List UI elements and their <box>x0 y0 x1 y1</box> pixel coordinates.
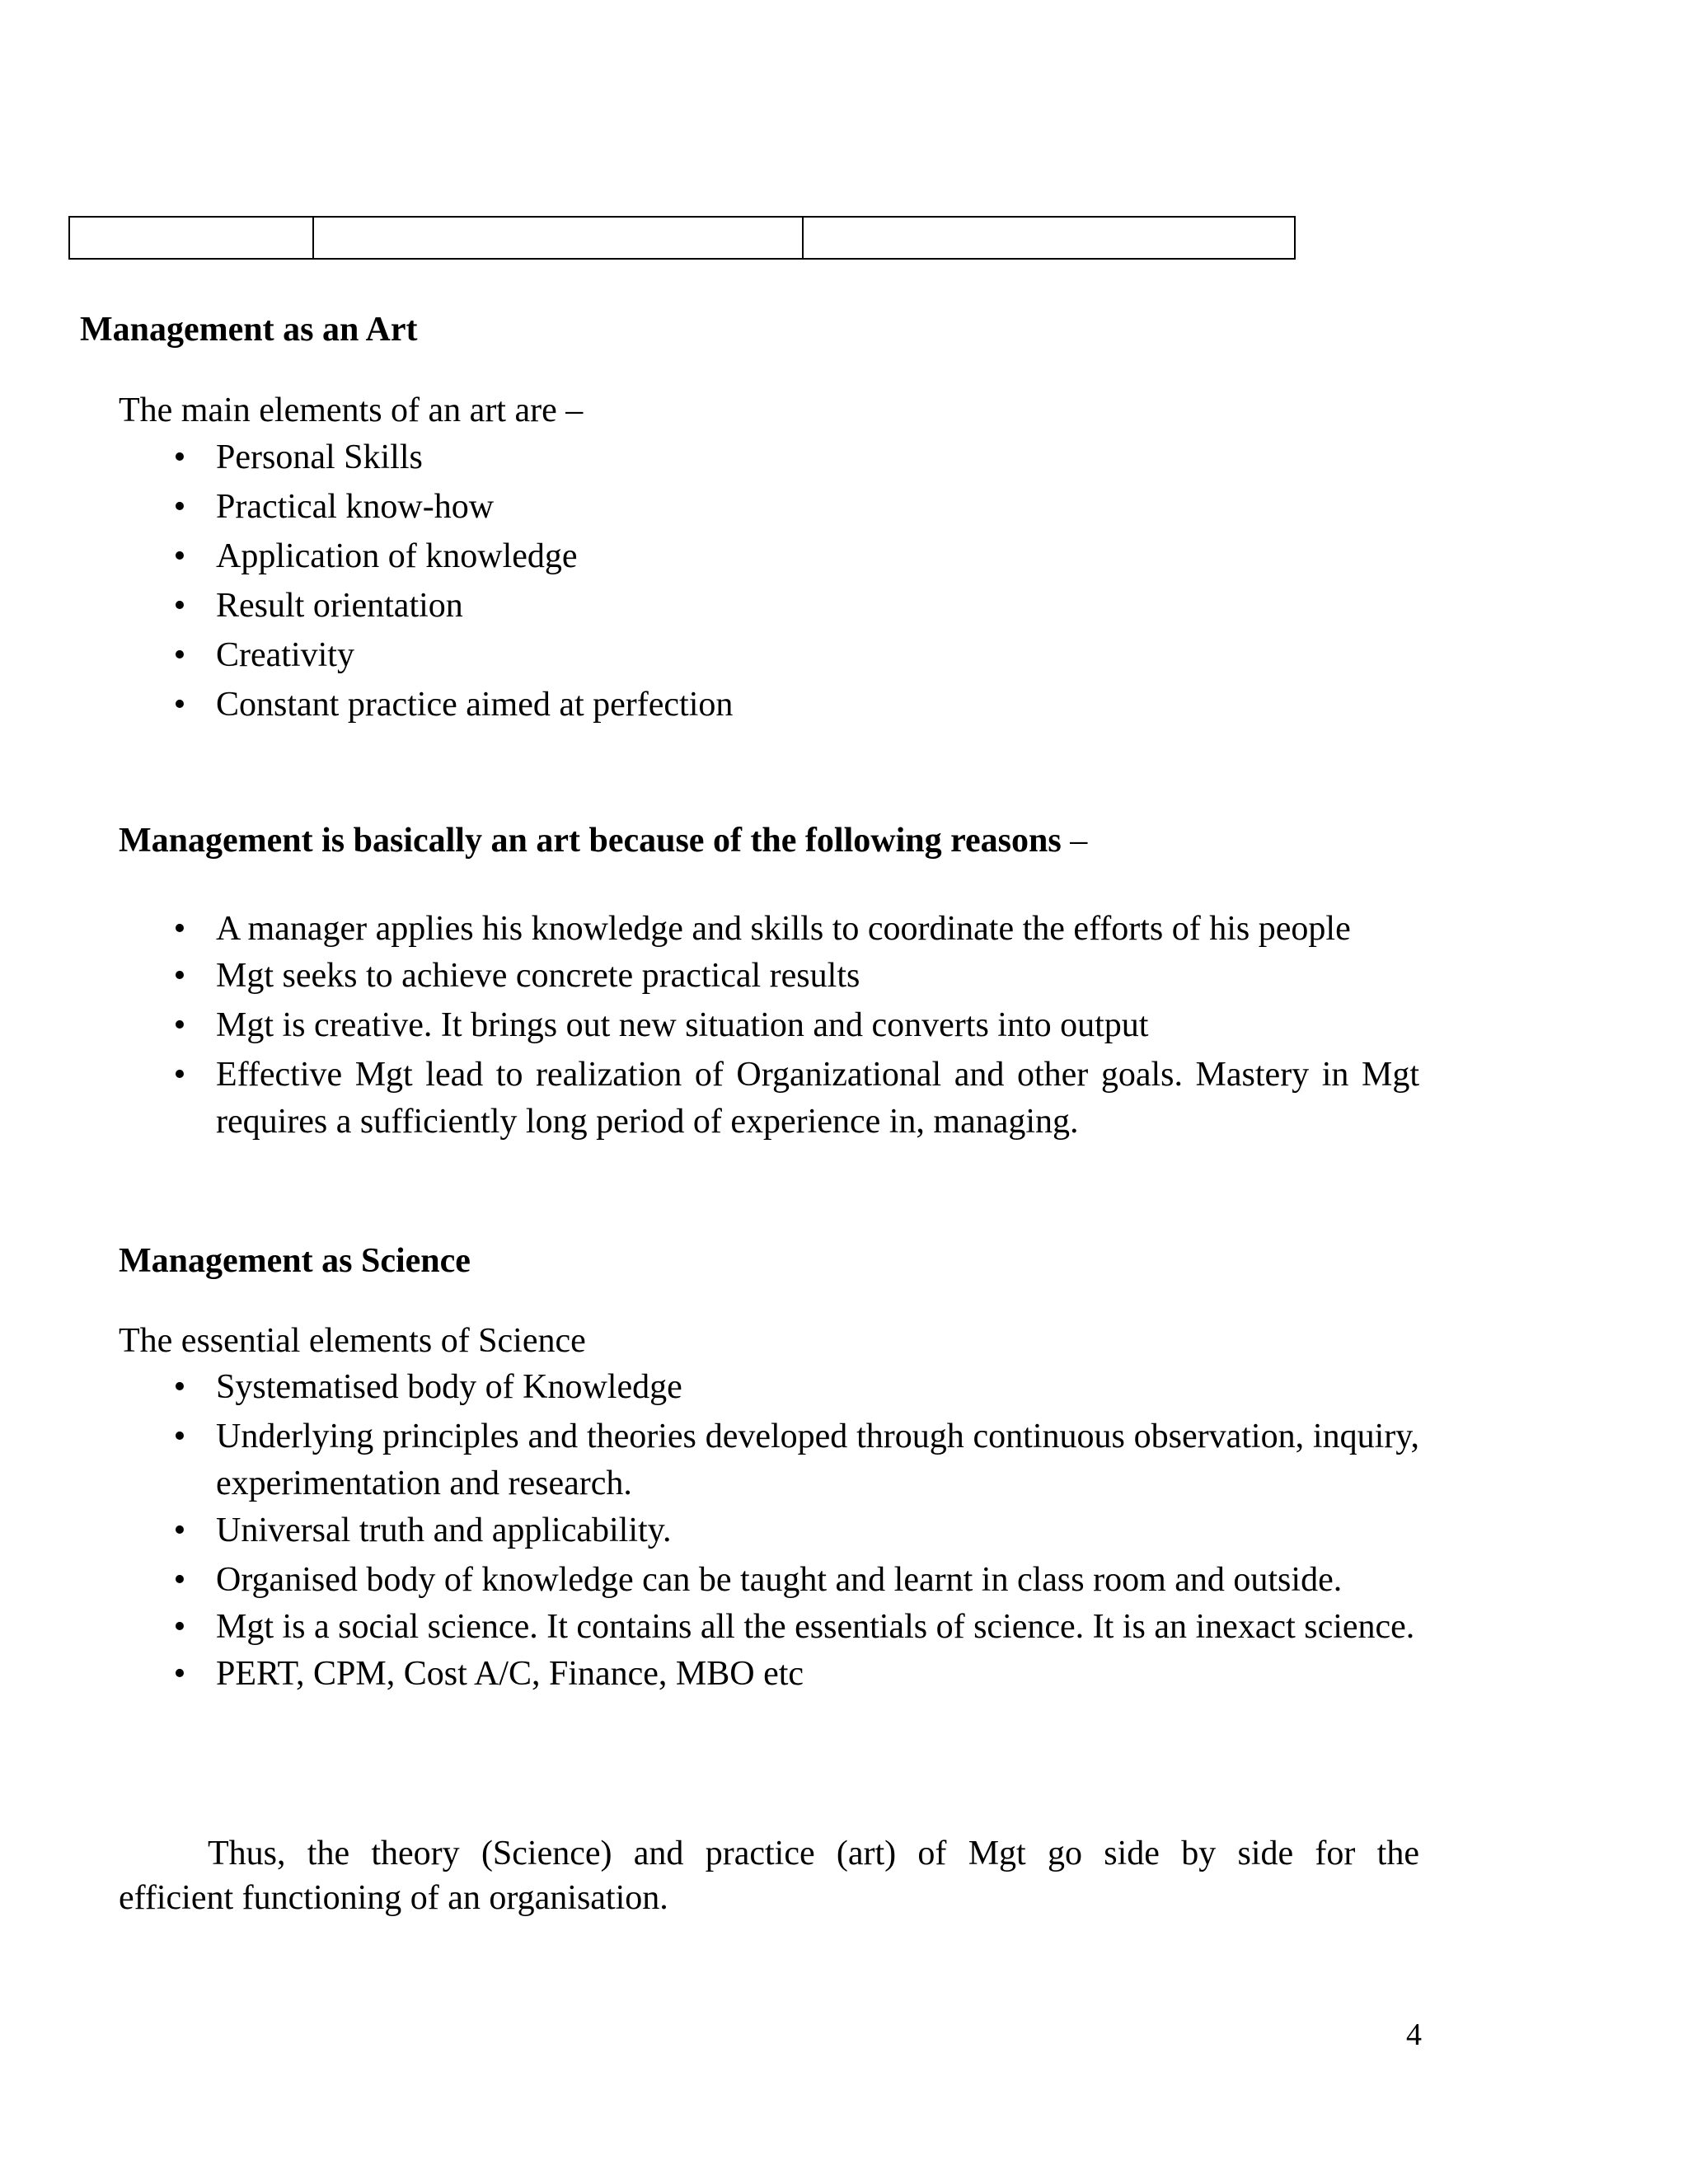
bullet-icon: • <box>173 488 186 526</box>
bullet-icon: • <box>173 636 186 674</box>
conclusion-line-1: Thus, the theory (Science) and practice (art) of Mgt go side by side for the <box>208 1835 1419 1872</box>
list-item-text: A manager applies his knowledge and skills to coordinate the efforts of his people <box>216 910 1351 948</box>
list-item <box>0 434 1419 481</box>
table-row <box>69 217 1295 259</box>
table-cell <box>803 217 1295 259</box>
table-cell <box>69 217 313 259</box>
bullet-icon: • <box>173 1056 186 1094</box>
list-item-text: Creativity <box>216 636 354 674</box>
list-item-text: PERT, CPM, Cost A/C, Finance, MBO etc <box>216 1655 804 1693</box>
bullet-icon: • <box>173 1368 186 1406</box>
list-item <box>0 1413 1419 1507</box>
bullet-icon: • <box>173 1561 186 1599</box>
list-item <box>0 1507 1419 1554</box>
bullet-icon: • <box>173 957 186 995</box>
bullet-icon: • <box>173 1006 186 1044</box>
bullet-icon: • <box>173 910 186 948</box>
bullet-icon: • <box>173 1655 186 1693</box>
list-item <box>0 1052 1419 1146</box>
bullet-icon: • <box>173 1608 186 1646</box>
reasons-heading-bold: Management is basically an art because of the following reasons <box>119 822 1062 860</box>
art-heading: Management as an Art <box>80 311 418 349</box>
bullet-icon: • <box>173 686 186 724</box>
bullet-icon: • <box>173 438 186 476</box>
list-item <box>0 1002 1419 1049</box>
list-item <box>0 583 1419 630</box>
list-item <box>0 1557 1419 1604</box>
reasons-heading-dash: – <box>1061 822 1088 860</box>
list-item <box>0 1364 1419 1411</box>
list-item <box>0 682 1419 729</box>
list-item <box>0 953 1419 1000</box>
table-cell <box>313 217 803 259</box>
list-item-text: Effective Mgt lead to realization of Organizational and other goals. Mastery in Mgt requires a sufficiently long period of experience in, managing. <box>216 1056 1419 1141</box>
list-item-text: Constant practice aimed at perfection <box>216 686 734 724</box>
list-item <box>0 1651 1419 1698</box>
list-item-text: Systematised body of Knowledge <box>216 1368 682 1406</box>
list-item-text: Practical know-how <box>216 488 495 526</box>
list-item <box>0 533 1419 580</box>
list-item-text: Application of knowledge <box>216 537 578 575</box>
page-number: 4 <box>1406 2018 1422 2052</box>
list-item <box>0 906 1419 953</box>
list-item-text: Personal Skills <box>216 438 423 476</box>
list-item-text: Mgt is creative. It brings out new situation and converts into output <box>216 1006 1149 1044</box>
bullet-icon: • <box>173 1418 186 1455</box>
art-elements-list <box>0 434 1419 729</box>
list-item-text: Universal truth and applicability. <box>216 1511 672 1549</box>
bullet-icon: • <box>173 1511 186 1549</box>
list-item-text: Result orientation <box>216 587 463 625</box>
list-item-text: Mgt is a social science. It contains all the essentials of science. It is an inexact science. <box>216 1608 1415 1646</box>
science-heading: Management as Science <box>119 1242 471 1280</box>
empty-table <box>68 216 1296 260</box>
list-item <box>0 632 1419 679</box>
reasons-heading <box>119 818 1087 865</box>
list-item-text: Mgt seeks to achieve concrete practical results <box>216 957 860 995</box>
art-intro: The main elements of an art are – <box>119 391 584 429</box>
bullet-icon: • <box>173 587 186 625</box>
reasons-list <box>0 906 1419 1146</box>
list-item-text: Underlying principles and theories developed through continuous observation, inquiry, experimentation and research. <box>216 1418 1419 1502</box>
science-intro: The essential elements of Science <box>119 1322 586 1360</box>
list-item <box>0 484 1419 531</box>
list-item-text: Organised body of knowledge can be taught and learnt in class room and outside. <box>216 1561 1343 1599</box>
list-item <box>0 1604 1419 1651</box>
conclusion-line-2: efficient functioning of an organisation. <box>119 1879 668 1917</box>
science-elements-list <box>0 1364 1419 1698</box>
bullet-icon: • <box>173 537 186 575</box>
